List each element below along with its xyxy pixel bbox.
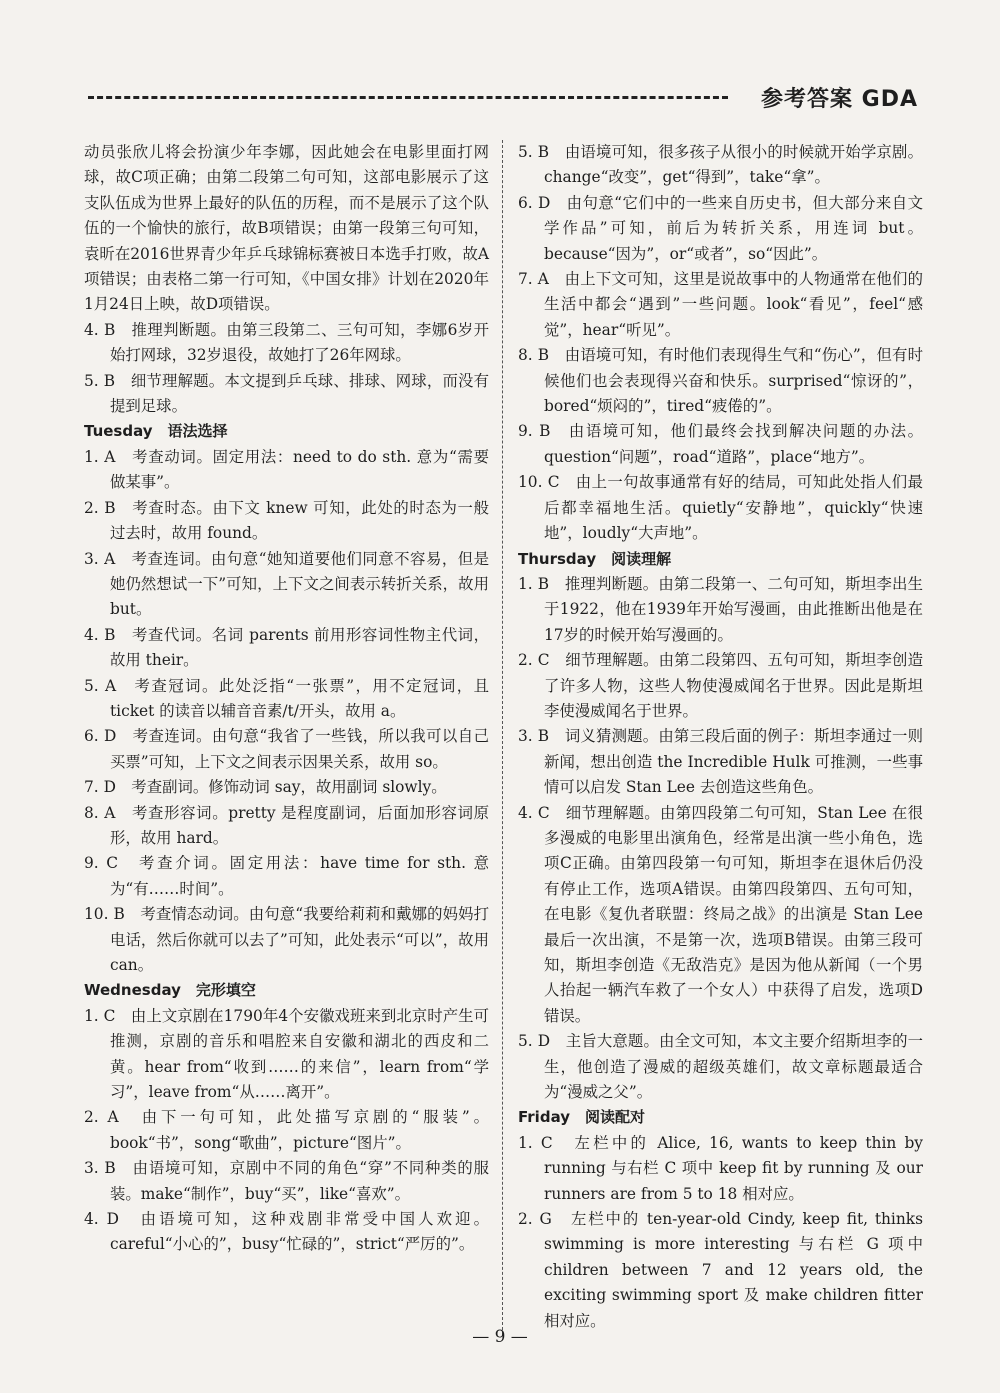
page-header [88,82,928,122]
left-column [84,140,489,1258]
answer-item: 4. D 由语境可知，这种戏剧非常受中国人欢迎。careful“小心的”，busy“忙碌的”，strict“严厉的”。 [84,1210,489,1254]
answer-item: 2. G 左栏中的 ten-year-old Cindy, keep fit, thinks swimming is more interesting 与右栏 G 项中 children between 7 and 12 years old, the exciting swimming sport 及 make children fitter 相对应。 [518,1210,923,1330]
section-heading: Thursday 阅读理解 [518,549,672,568]
answer-item: 8. A 考查形容词。pretty 是程度副词，后面加形容词原形，故用 hard。 [84,803,489,847]
answer-item: 7. D 考查副词。修饰动词 say，故用副词 slowly。 [84,778,447,797]
answer-item: 10. B 考查情态动词。由句意“我要给莉莉和戴娜的妈妈打电话，然后你就可以去了”可知，此处表示“可以”，故用 can。 [84,905,489,974]
answer-item: 9. C 考查介词。固定用法：have time for sth. 意为“有……时间”。 [84,854,489,898]
answer-item: 4. C 细节理解题。由第四段第二句可知，Stan Lee 在很多漫威的电影里出演角色，经常是出演一些小角色，选项C正确。由第四段第一句可知，斯坦李在退休后仍没有停止工作，选项A错误。由第四段第四、五句可知，在电影《复仇者联盟：终局之战》的出演是 Stan Lee 最后一次出演，不是第一次，选项B错误。由第三段可知，斯坦李创造《无敌浩克》是因为他从新闻（一个男人抬起一辆汽车救了一个女人）中获得了启发，选项D错误。 [518,803,923,1025]
section-heading: Wednesday 完形填空 [84,981,256,1000]
answer-item: 3. B 词义猜测题。由第三段后面的例子：斯坦李通过一则新闻，想出创造 the Incredible Hulk 可推测，一些事情可以启发 Stan Lee 去创造这些角色。 [518,727,923,797]
continued-paragraph: 动员张欣儿将会扮演少年李娜，因此她会在电影里面打网球，故C项正确；由第二段第二句可知，这部电影展示了这支队伍成为世界上最好的队伍的历程，而不是展示了这个队伍的一个愉快的旅行，故B项错误；由第一段第三句可知，袁昕在2016世界青少年乒乓球锦标赛被日本选手打败，故A项错误；由表格二第一行可知，《中国女排》计划在2020年1月24日上映，故D项错误。 [84,143,489,314]
column-divider [502,140,503,1335]
answer-item: 9. B 由语境可知，他们最终会找到解决问题的办法。question“问题”，road“道路”，place“地方”。 [518,422,923,466]
section-heading: Tuesday 语法选择 [84,422,228,441]
answer-item: 4. B 推理判断题。由第三段第二、三句可知，李娜6岁开始打网球，32岁退役，故她打了26年网球。 [84,320,489,365]
answer-item: 4. B 考查代词。名词 parents 前用形容词性物主代词，故用 their。 [84,625,489,670]
answer-item: 3. B 由语境可知，京剧中不同的角色“穿”不同种类的服装。make“制作”，buy“买”，like“喜欢”。 [84,1159,489,1203]
answer-item: 1. C 左栏中的 Alice, 16, wants to keep thin by running 与右栏 C 项中 keep fit by running 及 our runners are from 5 to 18 相对应。 [518,1133,923,1203]
answer-item: 6. D 由句意“它们中的一些来自历史书，但大部分来自文学作品”可知，前后为转折关系，用连词 but。because“因为”，or“或者”，so“因此”。 [518,193,923,263]
answer-item: 2. B 考查时态。由下文 knew 可知，此处的时态为一般过去时，故用 found。 [84,498,489,543]
header-dashed-rule [88,96,728,99]
answer-item: 2. C 细节理解题。由第二段第四、五句可知，斯坦李创造了许多人物，这些人物使漫威闻名于世界。因此是斯坦李使漫威闻名于世界。 [518,651,923,720]
page-number: — 9 — [472,1327,528,1347]
answer-item: 7. A 由上下文可知，这里是说故事中的人物通常在他们的生活中都会“遇到”一些问题。look“看见”，feel“感觉”，hear“听见”。 [518,270,923,339]
answer-item: 5. D 主旨大意题。由全文可知，本文主要介绍斯坦李的一生，他创造了漫威的超级英雄们，故文章标题最适合为“漫威之父”。 [518,1032,923,1102]
right-column [518,140,923,1334]
answer-item: 1. B 推理判断题。由第二段第一、二句可知，斯坦李出生于1922，他在1939年开始写漫画，由此推断出他是在17岁的时候开始写漫画的。 [518,574,923,644]
answer-item: 1. A 考查动词。固定用法：need to do sth. 意为“需要做某事”。 [84,447,489,492]
answer-item: 10. C 由上一句故事通常有好的结局，可知此处指人们最后都幸福地生活。quietly“安静地”，quickly“快速地”，loudly“大声地”。 [518,473,923,543]
answer-item: 2. A 由下一句可知，此处描写京剧的“服装”。book“书”，song“歌曲”，picture“图片”。 [84,1108,489,1152]
answer-item: 5. A 考查冠词。此处泛指“一张票”，用不定冠词，且 ticket 的读音以辅音音素/t/开头，故用 a。 [84,676,489,720]
header-title: 参考答案 GDA [760,87,918,112]
answer-item: 8. B 由语境可知，有时他们表现得生气和“伤心”，但有时候他们也会表现得兴奋和快乐。surprised“惊讶的”，bored“烦闷的”，tired“疲倦的”。 [518,346,923,416]
answer-item: 5. B 细节理解题。本文提到乒乓球、排球、网球，而没有提到足球。 [84,371,489,416]
answer-item: 6. D 考查连词。由句意“我省了一些钱，所以我可以自己买票”可知，上下文之间表示因果关系，故用 so。 [84,727,489,771]
section-heading: Friday 阅读配对 [518,1108,646,1127]
answer-item: 5. B 由语境可知，很多孩子从很小的时候就开始学京剧。change“改变”，get“得到”，take“拿”。 [518,143,923,187]
answer-item: 1. C 由上文京剧在1790年4个安徽戏班来到北京时产生可推测，京剧的音乐和唱腔来自安徽和湖北的西皮和二黄。hear from“收到……的来信”，learn from“学习”，leave from“从……离开”。 [84,1006,489,1102]
answer-item: 3. A 考查连词。由句意“她知道要他们同意不容易，但是她仍然想试一下”可知，上下文之间表示转折关系，故用 but。 [84,549,489,619]
